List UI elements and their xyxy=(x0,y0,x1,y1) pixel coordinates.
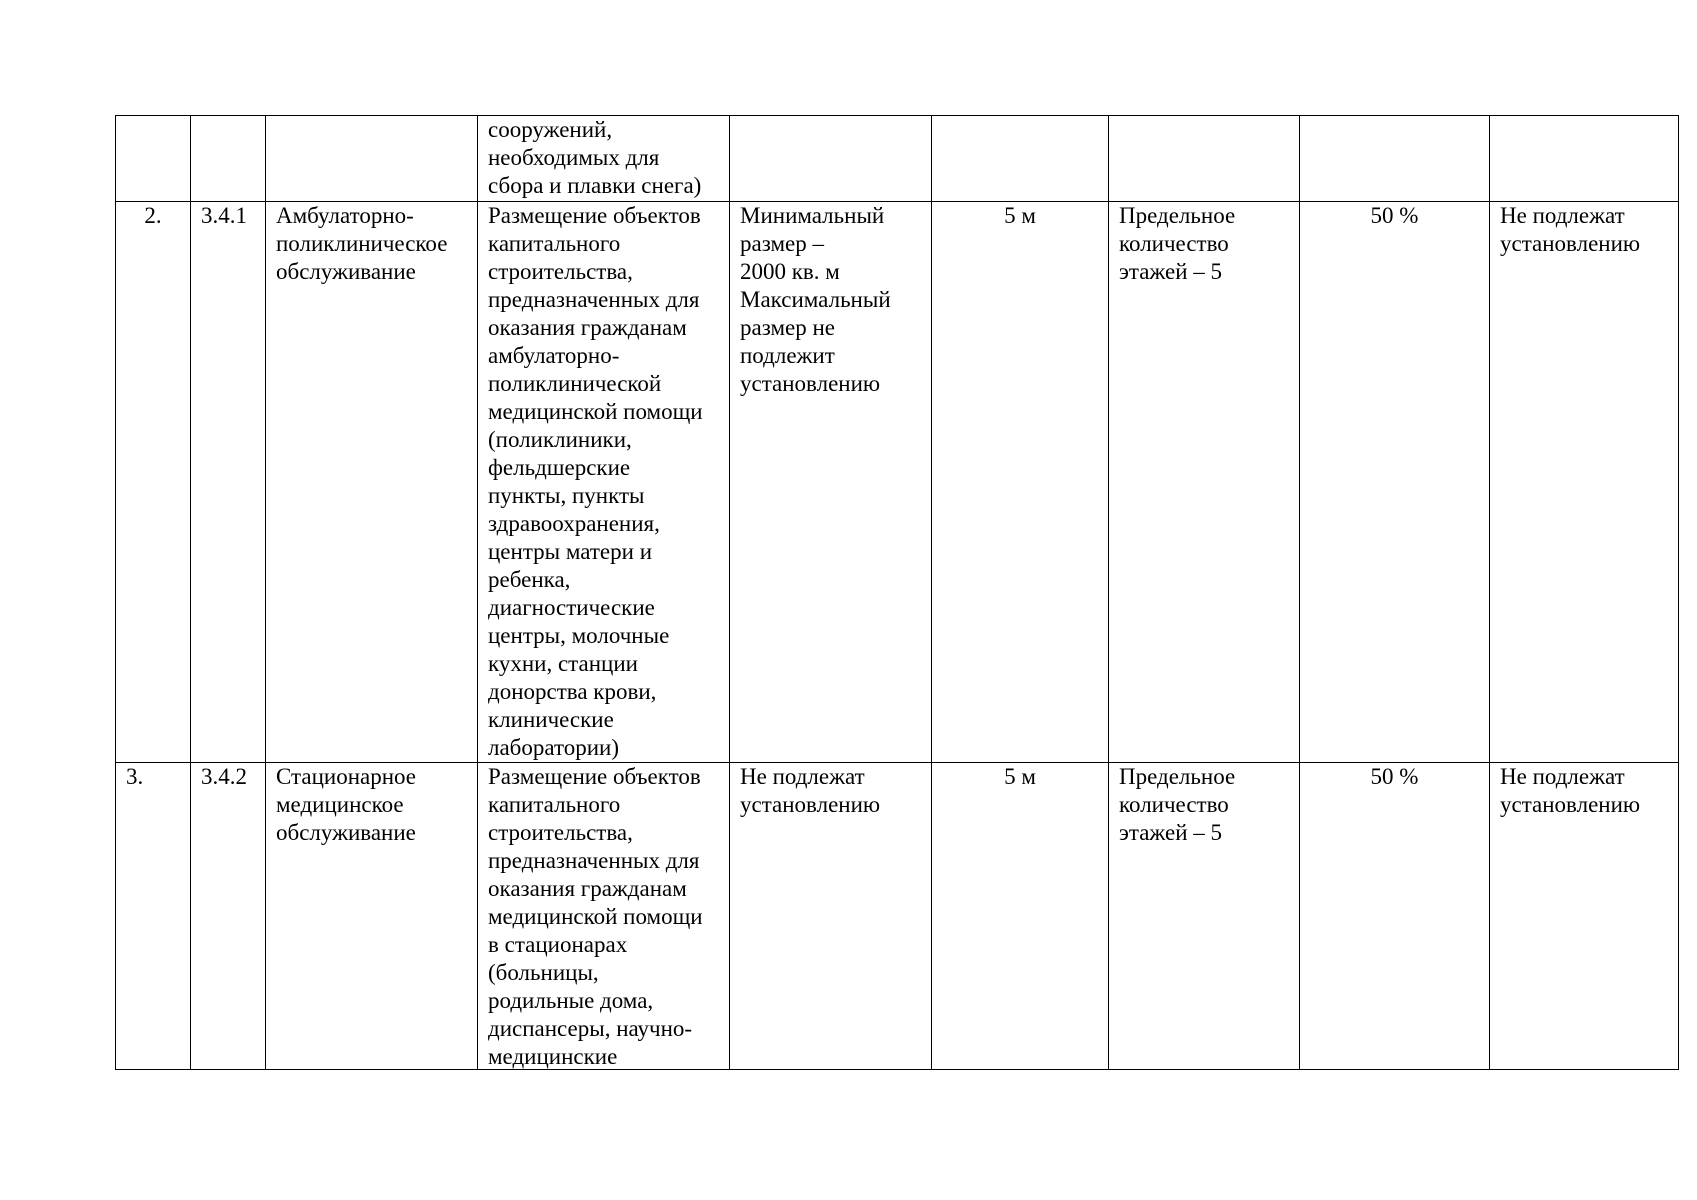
text-line: Предельное xyxy=(1119,764,1236,789)
text-line: необходимых для xyxy=(488,145,660,170)
text-line: установлению xyxy=(740,792,881,817)
text-line: здравоохранения, xyxy=(488,511,660,536)
text-line: диагностические xyxy=(488,595,655,620)
text-line: Максимальный xyxy=(740,287,891,312)
use-name-cell xyxy=(266,763,478,1070)
text-line: установлению xyxy=(1500,792,1641,817)
text-line: Минимальный xyxy=(740,203,885,228)
text-line: лаборатории) xyxy=(488,735,620,760)
coverage-cell: 50 % xyxy=(1300,202,1490,763)
regulations-table xyxy=(115,115,1679,1070)
text-line: Не подлежат xyxy=(1500,764,1625,789)
floors-cell xyxy=(1109,763,1300,1070)
row-number-cell: 2. xyxy=(116,202,191,763)
text-line: строительства, xyxy=(488,259,633,284)
text-line: кухни, станции xyxy=(488,651,638,676)
text-line: Стационарное xyxy=(276,764,417,789)
text-line: этажей – 5 xyxy=(1119,259,1223,284)
other-params-cell xyxy=(1490,202,1679,763)
use-name-cell xyxy=(266,202,478,763)
text-line: оказания гражданам xyxy=(488,876,687,901)
floors-cell xyxy=(1109,202,1300,763)
description-clip xyxy=(488,763,719,1069)
text-line: обслуживание xyxy=(276,259,416,284)
use-description-cell xyxy=(478,202,730,763)
code-cell xyxy=(191,116,266,202)
row-number-cell xyxy=(116,116,191,202)
floors-cell xyxy=(1109,116,1300,202)
code-cell: 3.4.2 xyxy=(191,763,266,1070)
text-line: клинические xyxy=(488,707,614,732)
row-number-cell: 3. xyxy=(116,763,191,1070)
text-line: этажей – 5 xyxy=(1119,820,1223,845)
text-line: Амбулаторно- xyxy=(276,203,414,228)
plot-size-cell xyxy=(730,202,932,763)
text-line: Размещение объектов xyxy=(488,764,701,789)
text-line: капитального xyxy=(488,792,621,817)
table-row xyxy=(116,763,1679,1070)
setback-cell xyxy=(932,116,1109,202)
other-params-cell xyxy=(1490,763,1679,1070)
text-line: установлению xyxy=(1500,231,1641,256)
text-line: размер не xyxy=(740,315,835,340)
other-params-cell xyxy=(1490,116,1679,202)
use-description-cell xyxy=(478,116,730,202)
coverage-cell xyxy=(1300,116,1490,202)
text-line: капитального xyxy=(488,231,621,256)
text-line: родильные дома, xyxy=(488,988,654,1013)
text-line: в стационарах xyxy=(488,932,628,957)
table-row xyxy=(116,202,1679,763)
text-line: сбора и плавки снега) xyxy=(488,173,702,198)
text-line: ребенка, xyxy=(488,567,571,592)
text-line: медицинской помощи xyxy=(488,904,703,929)
text-line: 2000 кв. м xyxy=(740,259,840,284)
text-line: медицинские xyxy=(488,1044,618,1069)
setback-cell: 5 м xyxy=(932,202,1109,763)
plot-size-cell xyxy=(730,763,932,1070)
plot-size-cell xyxy=(730,116,932,202)
text-line: оказания гражданам xyxy=(488,315,687,340)
text-line: центры, молочные xyxy=(488,623,670,648)
text-line: Не подлежат xyxy=(740,764,865,789)
code-cell: 3.4.1 xyxy=(191,202,266,763)
text-line: (поликлиники, xyxy=(488,427,632,452)
text-line: установлению xyxy=(740,371,881,396)
use-description-cell xyxy=(478,763,730,1070)
text-line: центры матери и xyxy=(488,539,652,564)
text-line: сооружений, xyxy=(488,117,613,142)
text-line: строительства, xyxy=(488,820,633,845)
text-line: количество xyxy=(1119,792,1229,817)
text-line: количество xyxy=(1119,231,1229,256)
text-line: пункты, пункты xyxy=(488,483,645,508)
text-line: Размещение объектов xyxy=(488,203,701,228)
text-line: размер – xyxy=(740,231,824,256)
text-line: медицинское xyxy=(276,792,404,817)
text-line: Не подлежат xyxy=(1500,203,1625,228)
text-line: донорства крови, xyxy=(488,679,657,704)
use-name-cell xyxy=(266,116,478,202)
coverage-cell: 50 % xyxy=(1300,763,1490,1070)
text-line: Предельное xyxy=(1119,203,1236,228)
text-line: поликлиническое xyxy=(276,231,448,256)
text-line: фельдшерские xyxy=(488,455,631,480)
text-line: предназначенных для xyxy=(488,848,700,873)
text-line: подлежит xyxy=(740,343,835,368)
text-line: медицинской помощи xyxy=(488,399,703,424)
text-line: обслуживание xyxy=(276,820,416,845)
text-line: предназначенных для xyxy=(488,287,700,312)
table-row xyxy=(116,116,1679,202)
text-line: (больницы, xyxy=(488,960,599,985)
text-line: диспансеры, научно- xyxy=(488,1016,693,1041)
text-line: амбулаторно- xyxy=(488,343,620,368)
setback-cell: 5 м xyxy=(932,763,1109,1070)
text-line: поликлинической xyxy=(488,371,662,396)
